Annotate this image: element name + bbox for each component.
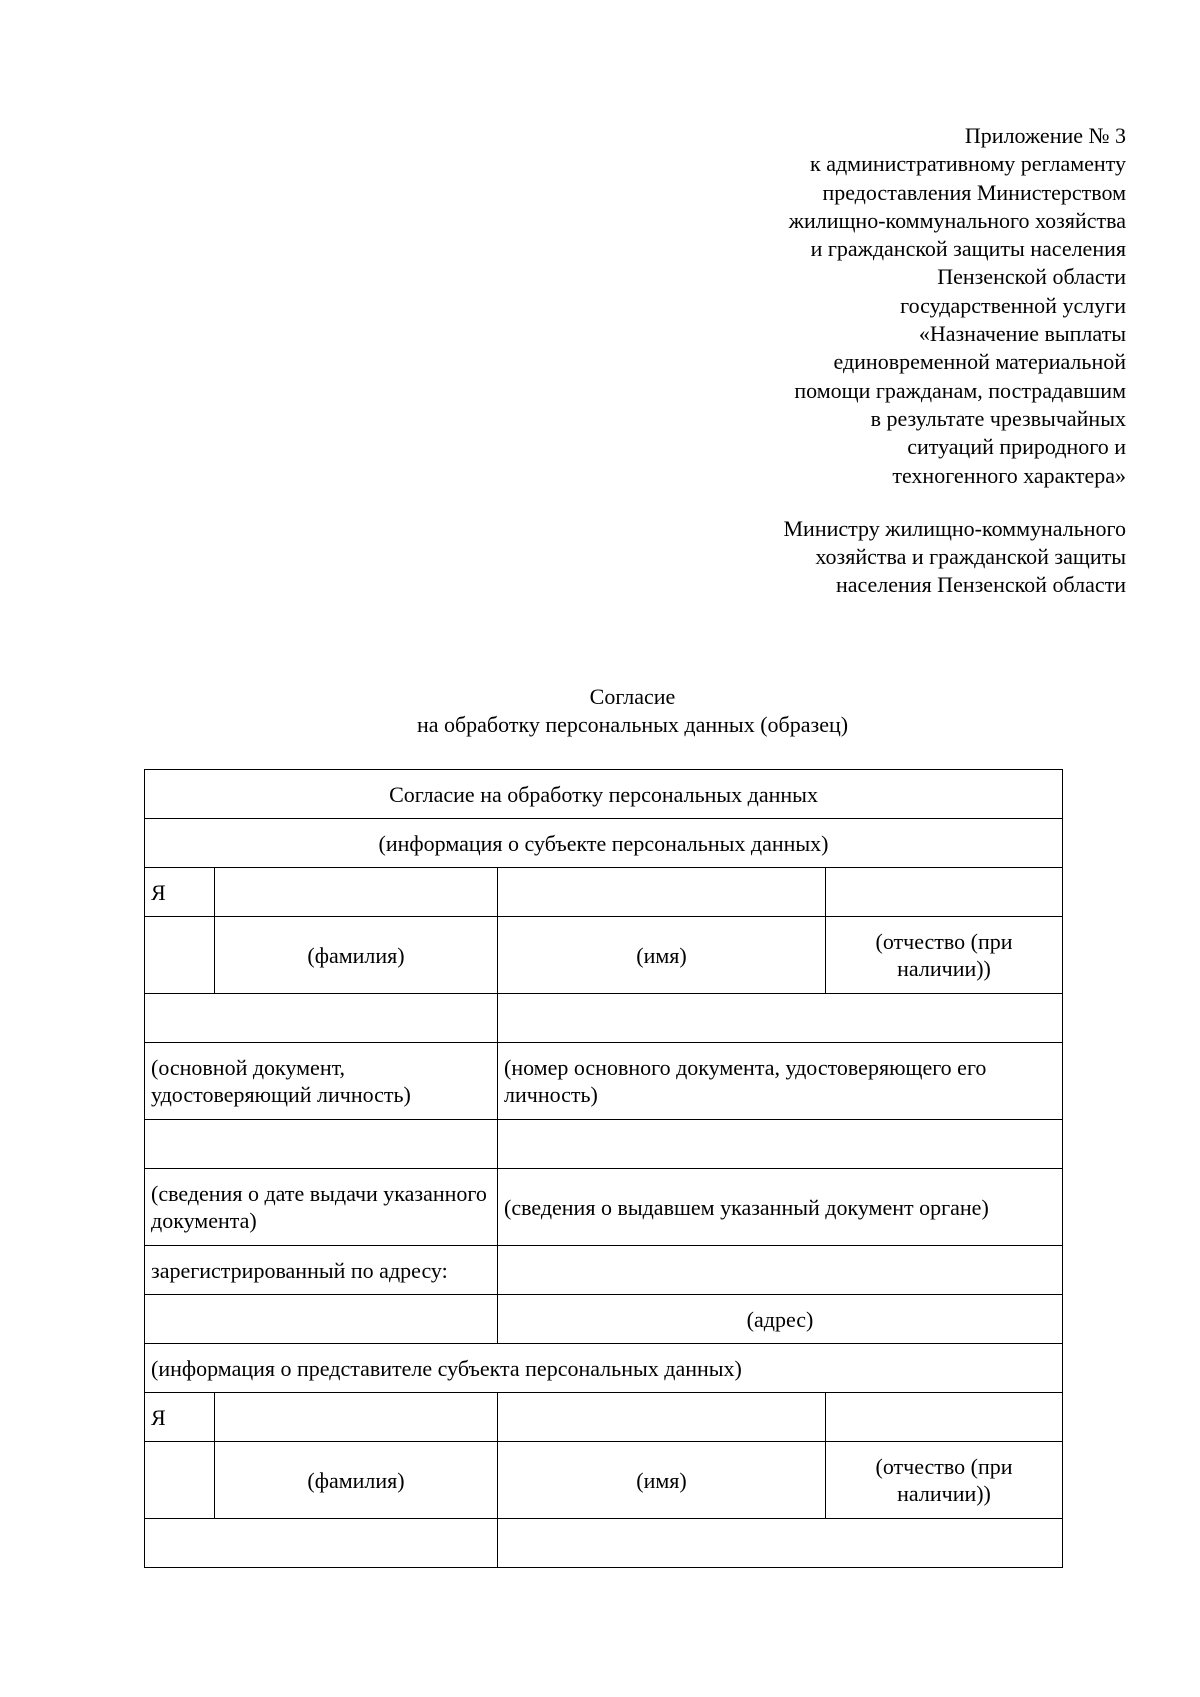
subject-issuer-field[interactable] — [498, 1120, 1063, 1169]
subject-address-extra-field[interactable] — [145, 1295, 498, 1344]
appendix-line: жилищно-коммунального хозяйства — [788, 207, 1126, 233]
appendix-line: в результате чрезвычайных — [870, 405, 1126, 431]
title-line-2: на обработку персональных данных (образец) — [416, 712, 849, 737]
representative-name-label: (имя) — [498, 1442, 826, 1519]
representative-surname-label: (фамилия) — [215, 1442, 498, 1519]
appendix-line: и гражданской защиты населения — [810, 236, 1126, 262]
subject-surname-label: (фамилия) — [215, 917, 498, 994]
title-line-1: Согласие — [589, 684, 676, 709]
appendix-line: Приложение № 3 — [964, 123, 1126, 148]
subject-ya: Я — [145, 868, 215, 917]
appendix-line: ситуаций природного и — [907, 434, 1126, 460]
subject-surname-field[interactable] — [215, 868, 498, 917]
representative-info-row — [145, 1344, 1063, 1393]
subject-id-doc-row — [145, 994, 1063, 1043]
subject-fio-labels-row — [145, 917, 1063, 994]
representative-doc-row — [145, 1519, 1063, 1568]
addressee-block — [640, 515, 1126, 599]
form-header: Согласие на обработку персональных данных — [145, 770, 1063, 819]
subject-id-doc-label: (основной документ, удостоверяющий личность) — [145, 1043, 498, 1120]
representative-surname-field[interactable] — [215, 1393, 498, 1442]
representative-doc-field[interactable] — [145, 1519, 498, 1568]
appendix-line: помощи гражданам, пострадавшим — [794, 377, 1126, 403]
subject-issue-row — [145, 1120, 1063, 1169]
subject-registered-row — [145, 1246, 1063, 1295]
subject-info-label: (информация о субъекте персональных данных) — [145, 819, 1063, 868]
representative-fio-row — [145, 1393, 1063, 1442]
subject-issue-date-field[interactable] — [145, 1120, 498, 1169]
subject-id-number-field[interactable] — [498, 994, 1063, 1043]
subject-address-field[interactable] — [498, 1246, 1063, 1295]
subject-fio-spacer — [145, 917, 215, 994]
subject-name-label: (имя) — [498, 917, 826, 994]
subject-patronymic-field[interactable] — [826, 868, 1063, 917]
subject-id-doc-labels-row — [145, 1043, 1063, 1120]
subject-name-field[interactable] — [498, 868, 826, 917]
representative-doc-number-field[interactable] — [498, 1519, 1063, 1568]
subject-id-number-label: (номер основного документа, удостоверяющего его личность) — [498, 1043, 1063, 1120]
subject-issuer-label: (сведения о выдавшем указанный документ органе) — [498, 1169, 1063, 1246]
subject-patronymic-label: (отчество (при наличии)) — [826, 917, 1063, 994]
appendix-line: к административному регламенту — [810, 151, 1126, 177]
subject-info-row — [145, 819, 1063, 868]
subject-address-label: (адрес) — [498, 1295, 1063, 1344]
appendix-line: единовременной материальной — [833, 349, 1126, 375]
appendix-line: техногенного характера» — [892, 462, 1126, 488]
representative-fio-labels-row — [145, 1442, 1063, 1519]
representative-ya: Я — [145, 1393, 215, 1442]
subject-issue-date-label: (сведения о дате выдачи указанного документа) — [145, 1169, 498, 1246]
representative-info-label: (информация о представителе субъекта персональных данных) — [145, 1344, 1063, 1393]
representative-patronymic-label: (отчество (при наличии)) — [826, 1442, 1063, 1519]
subject-issue-labels-row — [145, 1169, 1063, 1246]
appendix-line: Пензенской области — [937, 264, 1126, 290]
subject-id-doc-field[interactable] — [145, 994, 498, 1043]
subject-fio-row — [145, 868, 1063, 917]
addressee-line: Министру жилищно-коммунального — [783, 516, 1126, 541]
representative-patronymic-field[interactable] — [826, 1393, 1063, 1442]
addressee-line: хозяйства и гражданской защиты — [815, 544, 1126, 569]
consent-form-table — [144, 769, 1063, 1568]
appendix-line: государственной услуги — [900, 292, 1126, 318]
addressee-line: населения Пензенской области — [835, 572, 1126, 597]
representative-name-field[interactable] — [498, 1393, 826, 1442]
form-header-row — [145, 770, 1063, 819]
subject-address-label-row — [145, 1295, 1063, 1344]
representative-fio-spacer — [145, 1442, 215, 1519]
subject-registered-label: зарегистрированный по адресу: — [145, 1246, 498, 1295]
appendix-block — [640, 122, 1126, 490]
document-title — [0, 683, 1200, 739]
appendix-line: «Назначение выплаты — [918, 321, 1126, 347]
appendix-line: предоставления Министерством — [822, 179, 1126, 205]
